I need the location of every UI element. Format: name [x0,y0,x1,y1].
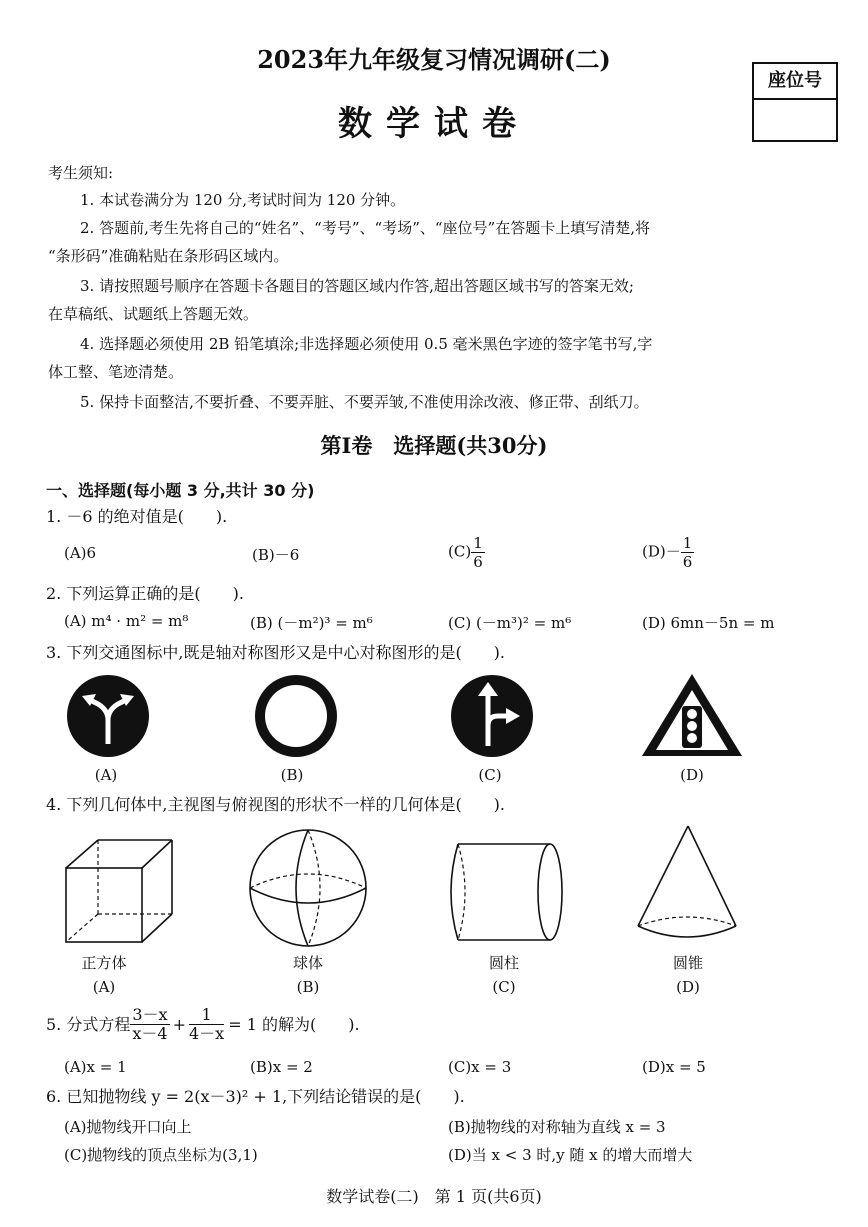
section-title: 第Ⅰ卷 选择题(共30分) [320,433,548,458]
q1-option-b: (B)－6 [252,546,300,564]
exam-title: 2023年九年级复习情况调研(二) [257,45,611,74]
q4-label-c: (C) [492,978,516,996]
notice-item-5: 5. 保持卡面整洁,不要折叠、不要弄脏、不要弄皱,不准使用涂改液、修正带、刮纸刀。 [80,393,649,411]
q1-d-numerator: 1 [682,534,693,552]
q2-option-d: (D) 6mn－5n = m [642,614,775,632]
notice-item-4-cont: 体工整、笔迹清楚。 [48,363,184,381]
cone-figure-icon [632,822,742,950]
q6-option-c: (C)抛物线的顶点坐标为(3,1) [64,1146,258,1164]
notice-item-2: 2. 答题前,考生先将自己的“姓名”、“考号”、“考场”、“座位号”在答题卡上填写清楚,将 [80,219,650,237]
q1-option-d-fraction [681,534,695,571]
question-2-stem: 2. 下列运算正确的是( ). [46,584,244,603]
q1-option-c-label: (C) [448,542,472,561]
part-title: 一、选择题(每小题 3 分,共计 30 分) [46,481,315,500]
q2-option-b: (B) (－m²)³ = m⁶ [250,614,373,632]
q5-stem-prefix: 5. 分式方程 [46,1014,131,1034]
seat-number-box [752,62,838,142]
q4-label-b: (B) [296,978,320,996]
seat-number-label: 座位号 [754,64,836,100]
cube-figure-icon [60,834,176,946]
q5-f1-denominator: x－4 [132,1024,168,1043]
traffic-sign-d-icon [638,668,746,762]
traffic-sign-b-icon [248,672,348,762]
q5-option-a: (A)x = 1 [64,1058,127,1076]
q4-label-a: (A) [92,978,116,996]
q1-option-c [448,534,485,571]
question-5-stem [46,1006,360,1043]
notice-item-2-cont: “条形码”准确粘贴在条形码区域内。 [48,247,289,265]
q1-d-denominator: 6 [682,553,693,571]
q1-option-d-label: (D)－ [642,542,681,561]
notice-heading: 考生须知: [48,164,114,182]
q4-label-d: (D) [676,978,700,996]
q5-f2-numerator: 1 [189,1006,224,1025]
q5-stem-suffix: = 1 的解为( ). [228,1014,360,1034]
q5-fraction-2 [189,1006,224,1043]
q4-name-d: 圆锥 [672,954,703,972]
question-1-stem: 1. －6 的绝对值是( ). [46,507,228,526]
q2-option-c: (C) (－m³)² = m⁶ [448,614,572,632]
q5-option-d: (D)x = 5 [642,1058,706,1076]
q1-c-numerator: 1 [473,534,483,552]
q6-option-b: (B)抛物线的对称轴为直线 x = 3 [448,1118,666,1136]
q5-option-c: (C)x = 3 [448,1058,512,1076]
page-footer: 数学试卷(二) 第 1 页(共6页) [326,1187,542,1206]
notice-item-3-cont: 在草稿纸、试题纸上答题无效。 [48,305,259,323]
q1-c-denominator: 6 [473,553,483,571]
question-3-stem: 3. 下列交通图标中,既是轴对称图形又是中心对称图形的是( ). [46,643,506,662]
q4-name-a: 正方体 [81,954,127,972]
q1-option-c-fraction [471,534,485,571]
exam-subtitle: 数学试卷 [338,104,530,144]
traffic-sign-a-icon [60,672,160,762]
q3-label-b: (B) [280,766,304,784]
q3-label-d: (D) [680,766,704,784]
q4-name-c: 圆柱 [488,954,519,972]
notice-item-1: 1. 本试卷满分为 120 分,考试时间为 120 分钟。 [80,191,406,209]
notice-item-4: 4. 选择题必须使用 2B 铅笔填涂;非选择题必须使用 0.5 毫米黑色字迹的签字笔书写,字 [80,335,653,353]
q5-plus: + [172,1014,186,1034]
q1-option-a: (A)6 [64,544,97,562]
question-4-stem: 4. 下列几何体中,主视图与俯视图的形状不一样的几何体是( ). [46,795,506,814]
q6-option-a: (A)抛物线开口向上 [64,1118,192,1136]
traffic-sign-c-icon [444,672,544,762]
cylinder-figure-icon [440,838,568,950]
q2-option-a: (A) m⁴ · m² = m⁸ [64,612,189,630]
q3-label-c: (C) [478,766,502,784]
q5-f1-numerator: 3－x [132,1005,168,1024]
q5-f2-denominator: 4－x [188,1024,225,1043]
q5-fraction-1 [130,1006,169,1043]
q1-option-d [642,534,694,571]
q6-option-d: (D)当 x < 3 时,y 随 x 的增大而增大 [448,1146,693,1164]
q5-option-b: (B)x = 2 [250,1058,313,1076]
notice-item-3: 3. 请按照题号顺序在答题卡各题目的答题区域内作答,超出答题区域书写的答案无效; [80,277,634,295]
q3-label-a: (A) [94,766,118,784]
question-6-stem: 6. 已知抛物线 y = 2(x－3)² + 1,下列结论错误的是( ). [46,1087,465,1106]
sphere-figure-icon [244,826,374,950]
q4-name-b: 球体 [292,954,323,972]
